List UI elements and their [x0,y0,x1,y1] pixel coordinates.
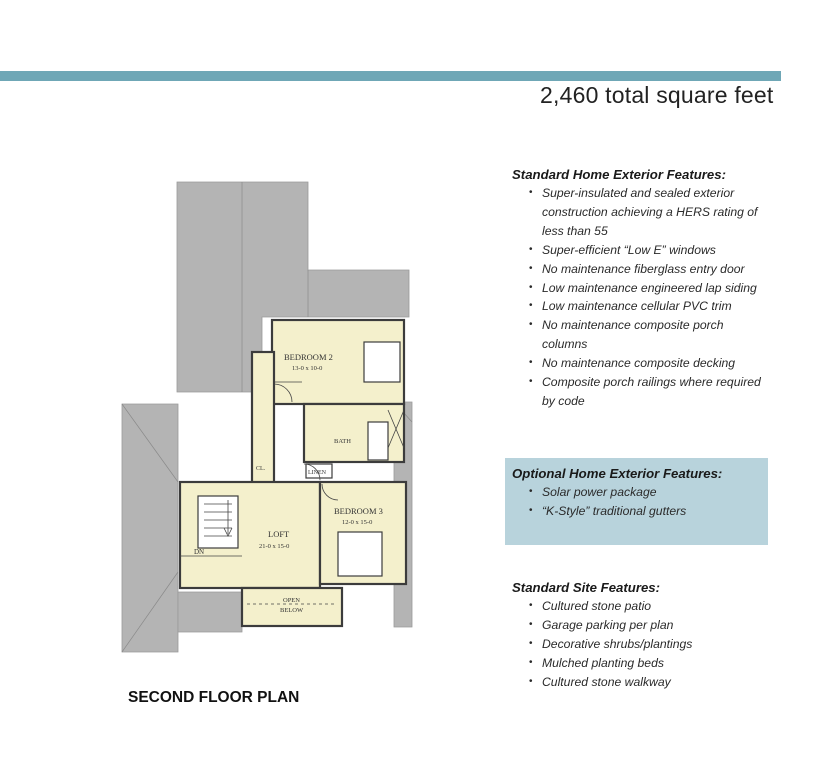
list-item: • Cultured stone walkway [512,673,772,692]
bedroom-3-size: 12-0 x 15-0 [342,519,373,526]
second-floor-plan-drawing [112,152,422,667]
top-accent-rule [0,71,781,81]
standard-site-features [512,580,772,692]
standard-site-heading: Standard Site Features: [512,580,661,595]
linen-label: LINEN [308,470,326,476]
list-item: • Super-insulated and sealed exterior construction achieving a HERS rating of less than 55 [512,184,767,241]
tub [368,422,388,460]
list-item: • No maintenance composite porch columns [512,316,767,354]
optional-exterior-heading: Optional Home Exterior Features: [512,466,723,481]
list-item: • Super-efficient “Low E” windows [512,241,767,260]
open-label: OPEN [283,597,300,604]
below-label: BELOW [280,607,304,614]
list-item: • Garage parking per plan [512,616,772,635]
loft-size: 21-0 x 15-0 [259,543,290,550]
bath-label: BATH [334,438,351,445]
roof-lower-left [122,404,178,652]
list-item: • Decorative shrubs/plantings [512,635,772,654]
bed-2-bed [364,342,400,382]
list-item: • No maintenance composite decking [512,354,767,373]
bedroom-2-size: 13-0 x 10-0 [292,365,323,372]
plan-title: SECOND FLOOR PLAN [128,689,300,706]
bedroom-2-label: BEDROOM 2 [284,352,333,362]
bedroom-3-label: BEDROOM 3 [334,506,383,516]
optional-exterior-features [512,466,772,521]
loft-label: LOFT [268,529,290,539]
list-item: • No maintenance fiberglass entry door [512,260,767,279]
list-item: • “K-Style” traditional gutters [512,502,772,521]
list-item: • Composite porch railings where required by code [512,373,767,411]
list-item: • Mulched planting beds [512,654,772,673]
list-item: • Low maintenance engineered lap siding [512,279,767,298]
roof-bottom [178,592,242,632]
hall-closets [252,352,274,484]
bed-3-bed [338,532,382,576]
standard-exterior-heading: Standard Home Exterior Features: [512,167,726,182]
list-item: • Low maintenance cellular PVC trim [512,297,767,316]
list-item: • Solar power package [512,483,772,502]
square-footage: 2,460 total square feet [540,82,774,108]
dn-label: DN [194,548,205,556]
list-item: • Cultured stone patio [512,597,772,616]
closet-label: CL. [256,466,266,472]
standard-exterior-features [512,167,767,411]
floor-plan-svg [112,152,422,667]
